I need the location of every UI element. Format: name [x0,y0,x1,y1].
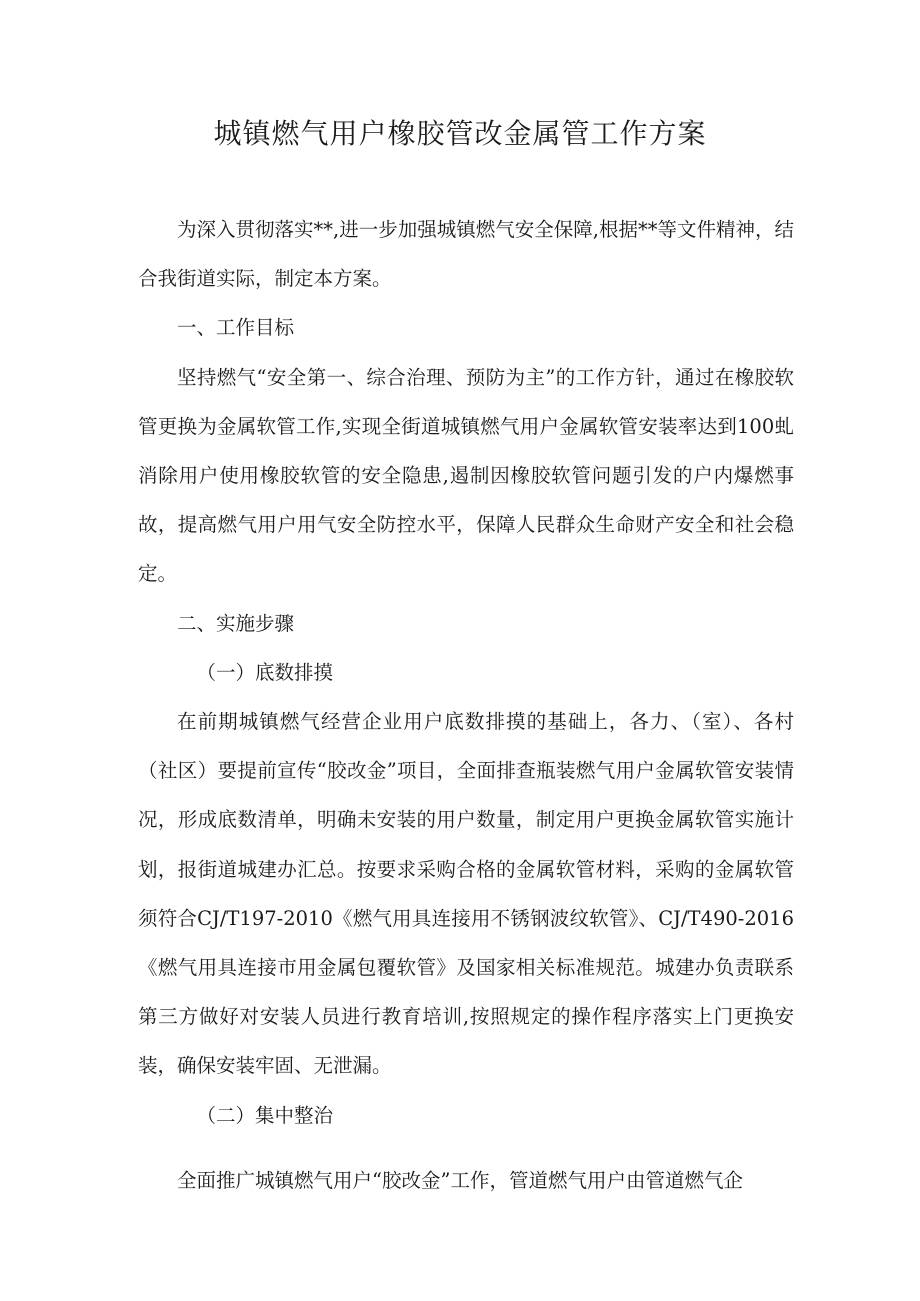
subheading-survey: （一）底数排摸 [196,660,334,684]
goals-paragraph: 坚持燃气“安全第一、综合治理、预防为主”的工作方针，通过在橡胶软管更换为金属软管工作,实现全街道城镇燃气用户金属软管安装率达到100虬消除用户使用橡胶软管的安全隐患,遏制因橡胶软管问题引发的户内爆燃事故，提高燃气用户用气安全防控水平，保障人民群众生命财产安全和社会稳定。 [138,365,794,586]
subheading-rectification: （二）集中整治 [196,1103,334,1127]
rectification-paragraph: 全面推广城镇燃气用户“胶改金”工作，管道燃气用户由管道燃气企 [177,1168,743,1192]
survey-paragraph: 在前期城镇燃气经营企业用户底数排摸的基础上，各力、（室）、各村（社区）要提前宣传“胶改金”项目，全面排查瓶装燃气用户金属软管安装情况，形成底数清单，明确未安装的用户数量，制定用户更换金属软管实施计划，报街道城建办汇总。按要求采购合格的金属软管材料，采购的金属软管须符合CJ/T197-2010《燃气用具连接用不锈钢波纹软管》、CJ/T490-2016《燃气用具连接市用金属包覆软管》及国家相关标准规范。城建办负责联系第三方做好对安装人员进行教育培训,按照规定的操作程序落实上门更换安装，确保安装牢固、无泄漏。 [138,710,794,1078]
section-heading-steps: 二、实施步骤 [177,611,295,635]
section-heading-goals: 一、工作目标 [177,316,295,340]
document-body [138,205,794,1205]
intro-paragraph: 为深入贯彻落实**,进一步加强城镇燃气安全保障,根据**等文件精神，结合我街道实际，制定本方案。 [138,218,794,291]
document-title: 城镇燃气用户橡胶管改金属管工作方案 [213,117,707,150]
